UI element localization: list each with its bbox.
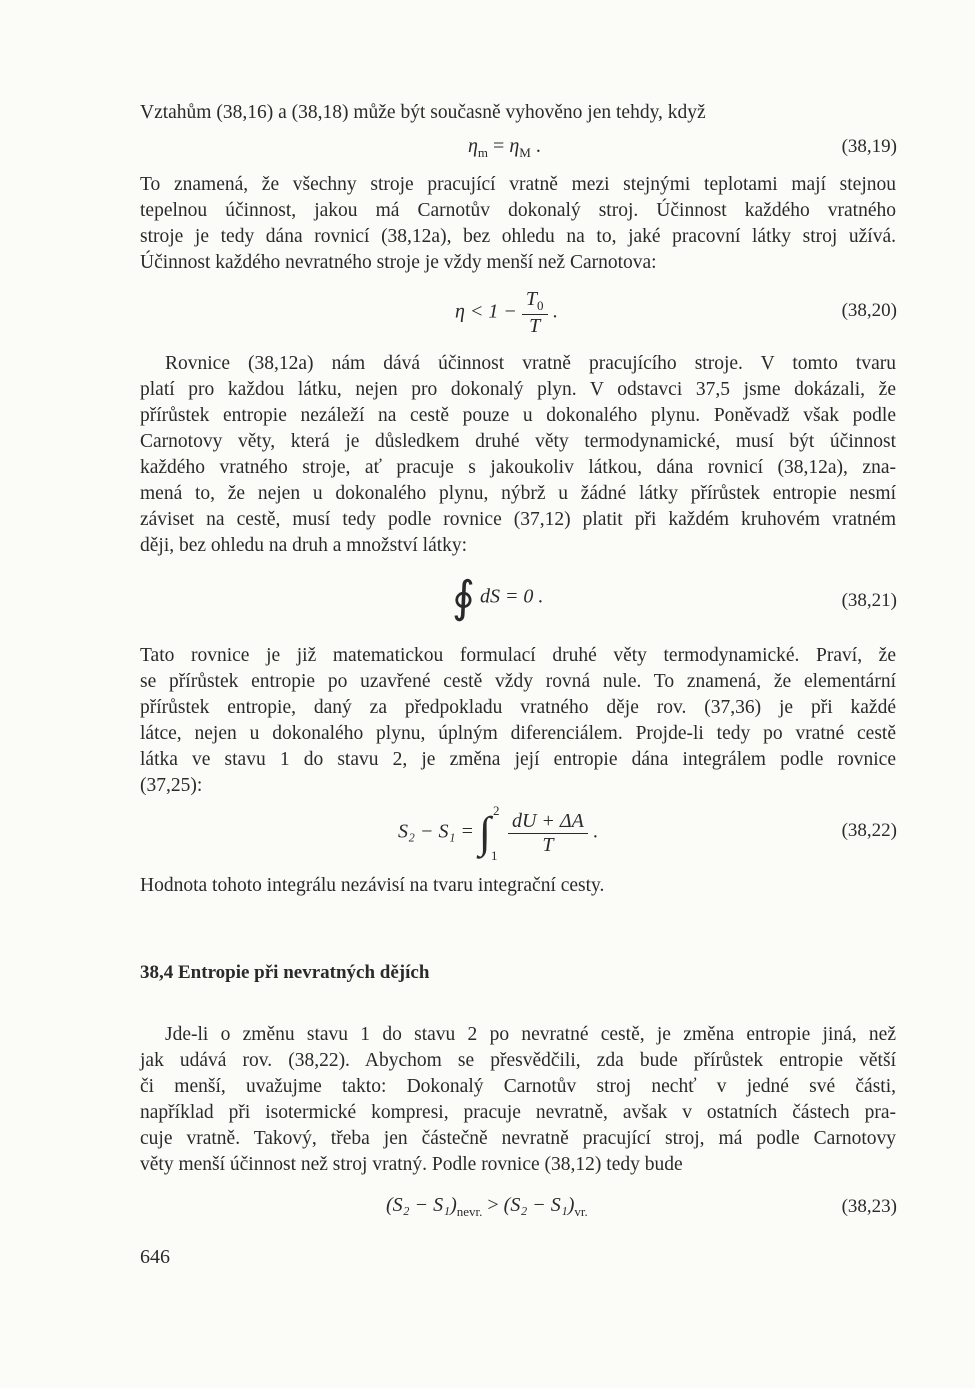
text-line: platí pro každou látku, nejen pro dokonalý plyn. V odstavci 37,5 jsme dokázali, že <box>140 379 896 400</box>
section-heading: 38,4 Entropie při nevratných dějích <box>140 962 430 983</box>
text-line: věty menší účinnost než stroj vratný. Podle rovnice (38,12) tedy bude <box>140 1154 683 1175</box>
text-line: stroje je tedy dána rovnicí (38,12a), bez ohledu na to, jaké pracovní látky stroj užívá. <box>140 226 896 247</box>
text-line: přírůstek entropie nezáleží na cestě pouze u dokonalého plynu. Poněvadž však podle <box>140 405 896 426</box>
text-line: Hodnota tohoto integrálu nezávisí na tvaru integrační cesty. <box>140 875 605 896</box>
text-line: se přírůstek entropie po uzavřené cestě vždy rovná nule. To znamená, že elementární <box>140 671 896 692</box>
equation-38-22: S₂ − S₁ = ∫ 2 1 $\frac{dU + \Delta A}{T}$ . <box>398 803 598 863</box>
integral-icon: ∫ <box>478 808 491 857</box>
equation-number: (38,19) <box>841 136 897 157</box>
equation-38-21: ∮ dS = 0 . <box>452 573 544 622</box>
text-line: přírůstek entropie, daný za předpokladu vratného děje rov. (37,36) je při každé <box>140 697 896 718</box>
text-line: látce, nejen u dokonalého plynu, úplným diferenciálem. Projde-li tedy po vratné cestě <box>140 723 896 744</box>
text-line: jak udává rov. (38,22). Abychom se přesvědčili, zda bude přírůstek entropie větší <box>140 1050 896 1071</box>
text-line: například při isotermické kompresi, pracuje nevratně, avšak v ostatních částech pra- <box>140 1102 896 1123</box>
text-line: každého vratného stroje, ať pracuje s jakoukoliv látkou, dána rovnicí (38,12a), zna- <box>140 457 896 478</box>
text-line: Vztahům (38,16) a (38,18) může být současně vyhověno jen tehdy, když <box>140 102 706 123</box>
equation-38-23: $(S_2 - S_1)_{nevr.} > (S_2 - S_1)_{vr.}$ <box>386 1194 588 1219</box>
text-line: ději, bez ohledu na druh a množství látky: <box>140 535 468 556</box>
text-line: Účinnost každého nevratného stroje je vždy menší než Carnotova: <box>140 252 657 273</box>
text-line: látka ve stavu 1 do stavu 2, je změna její entropie dána integrálem podle rovnice <box>140 749 896 770</box>
text-line: tepelnou účinnost, jakou má Carnotův dokonalý stroj. Účinnost každého vratného <box>140 200 896 221</box>
text-line: Carnotovy věty, která je důsledkem druhé věty termodynamické, musí být účinnost <box>140 431 896 452</box>
equation-38-20: η < 1 − $\frac{T_0}{T}$ . <box>455 288 558 337</box>
equation-38-19: $\eta_m = \eta_M$ . <box>468 135 541 160</box>
equation-number: (38,21) <box>841 590 897 611</box>
contour-integral-icon: ∮ <box>452 573 475 622</box>
text-line: záviset na cestě, musí tedy podle rovnice (37,12) platit při každém kruhovém vratném <box>140 509 896 530</box>
equation-number: (38,23) <box>841 1196 897 1217</box>
text-line: Tato rovnice je již matematickou formulací druhé věty termodynamické. Praví, že <box>140 645 896 666</box>
text-line: To znamená, že všechny stroje pracující vratně mezi stejnými teplotami mají stejnou <box>140 174 896 195</box>
page-number: 646 <box>140 1246 170 1268</box>
text-line: Rovnice (38,12a) nám dává účinnost vratně pracujícího stroje. V tomto tvaru <box>165 353 896 374</box>
text-line: (37,25): <box>140 775 203 796</box>
text-line: mená to, že nejen u dokonalého plynu, nýbrž u žádné látky přírůstek entropie nesmí <box>140 483 896 504</box>
text-line: cuje vratně. Takový, třeba jen částečně nevratně pracující stroj, má podle Carnotovy <box>140 1128 896 1149</box>
equation-number: (38,22) <box>841 820 897 841</box>
text-line: či menší, uvažujme takto: Dokonalý Carnotův stroj nechť v jedné své části, <box>140 1076 896 1097</box>
text-line: Jde-li o změnu stavu 1 do stavu 2 po nevratné cestě, je změna entropie jiná, než <box>165 1024 896 1045</box>
equation-number: (38,20) <box>841 300 897 321</box>
